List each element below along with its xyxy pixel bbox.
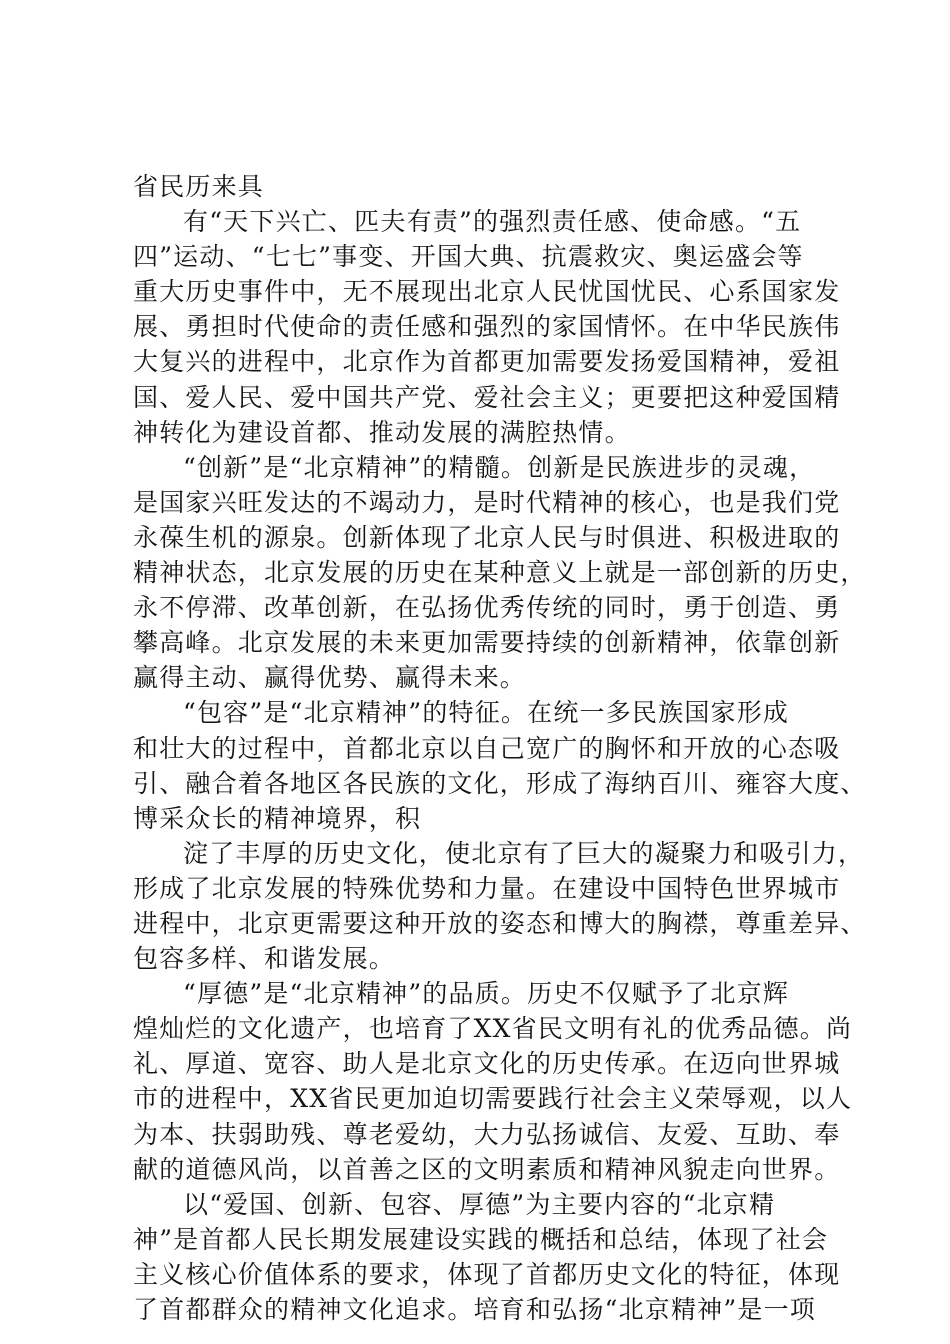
text-line: 以“爱国、创新、包容、厚德”为主要内容的“北京精 [183,1189,776,1219]
text-line: 和壮大的过程中，首都北京以自己宽广的胸怀和开放的心态吸 [133,733,841,763]
text-line: 引、融合着各地区各民族的文化，形成了海纳百川、雍容大度、 [133,768,867,798]
text-line: 攀高峰。北京发展的未来更加需要持续的创新精神，依靠创新 [133,628,841,658]
text-line: 为本、扶弱助残、尊老爱幼，大力弘扬诚信、友爱、互助、奉 [133,1119,841,1149]
text-line: 主义核心价值体系的要求，体现了首都历史文化的特征，体现 [133,1259,841,1289]
text-line: 了首都群众的精神文化追求。培育和弘扬“北京精神”是一项 [133,1295,816,1324]
text-line: 市的进程中，XX省民更加迫切需要践行社会主义荣辱观，以人 [133,1084,853,1114]
text-line: 国、爱人民、爱中国共产党、爱社会主义；更要把这种爱国精 [133,382,841,412]
text-line: “厚德”是“北京精神”的品质。历史不仅赋予了北京辉 [183,979,790,1009]
text-line: 是国家兴旺发达的不竭动力，是时代精神的核心，也是我们党 [133,487,841,517]
text-line: 博采众长的精神境界，积 [133,803,422,833]
text-line: 神转化为建设首都、推动发展的满腔热情。 [133,417,631,447]
text-line: 煌灿烂的文化遗产，也培育了XX省民文明有礼的优秀品德。尚 [133,1014,853,1044]
text-line: 形成了北京发展的特殊优势和力量。在建设中国特色世界城市 [133,873,841,903]
text-line: “包容”是“北京精神”的特征。在统一多民族国家形成 [183,698,790,728]
document-body [133,169,867,1327]
text-line: 展、勇担时代使命的责任感和强烈的家国情怀。在中华民族伟 [133,312,841,342]
text-line: 重大历史事件中，无不展现出北京人民忧国忧民、心系国家发 [133,277,841,307]
text-line: 进程中，北京更需要这种开放的姿态和博大的胸襟，尊重差异、 [133,908,867,938]
text-line: 有“天下兴亡、匹夫有责”的强烈责任感、使命感。“五 [183,207,802,237]
text-line: 礼、厚道、宽容、助人是北京文化的历史传承。在迈向世界城 [133,1049,841,1079]
text-line: 永葆生机的源泉。创新体现了北京人民与时俱进、积极进取的 [133,522,841,552]
text-line: 永不停滞、改革创新，在弘扬优秀传统的同时，勇于创造、勇 [133,593,841,623]
text-line: 神”是首都人民长期发展建设实践的概括和总结，体现了社会 [133,1224,829,1254]
text-line: “创新”是“北京精神”的精髓。创新是民族进步的灵魂， [183,452,816,482]
text-line: 献的道德风尚，以首善之区的文明素质和精神风貌走向世界。 [133,1154,841,1184]
text-line: 包容多样、和谐发展。 [133,944,396,974]
text-line: 省民历来具 [133,172,265,201]
text-line: 精神状态，北京发展的历史在某种意义上就是一部创新的历史， [133,558,867,588]
text-line: 赢得主动、赢得优势、赢得未来。 [133,663,527,693]
text-line: 四”运动、“七七”事变、开国大典、抗震救灾、奥运盛会等 [133,242,804,272]
text-line: 大复兴的进程中，北京作为首都更加需要发扬爱国精神，爱祖 [133,347,841,377]
text-line: 淀了丰厚的历史文化，使北京有了巨大的凝聚力和吸引力， [183,838,865,868]
